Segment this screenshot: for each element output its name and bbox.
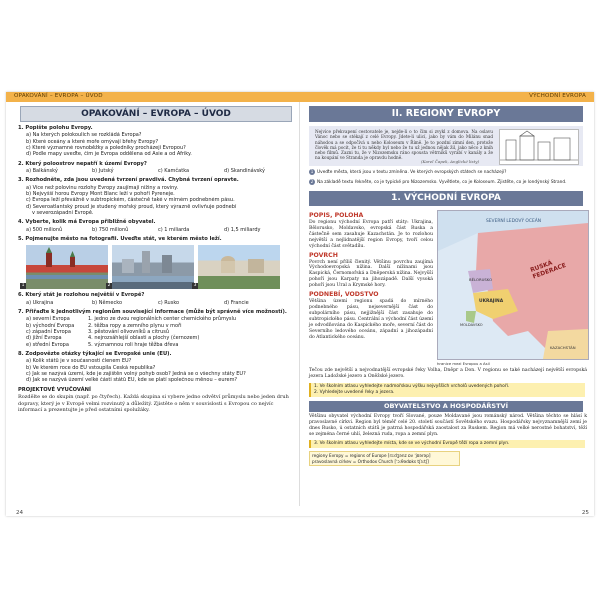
question-6: 6. Který stát je rozlohou největší v Evropě? (18, 292, 145, 299)
task-2 (309, 179, 587, 186)
project-text: Rozdělte se do skupin (např. po čtyřech). Každá skupina si vybere jedno odvětví průmyslu nebo jeden druh dopravy, který je v Evropě velmi rozvinutý a důležitý. Zjistěte o něm v souvislosti s Evropou co nejvíc informací a prezentujte je před ostatními spolužáky. (18, 394, 289, 414)
answer-8a: a) Kolik států je v současnosti členem EU? (26, 358, 132, 365)
answer-4b: b) 750 milionů (92, 226, 129, 233)
answer-1d: d) Podle mapy uveďte, čím je Evropa oddělena od Asie a od Afriky. (26, 151, 192, 158)
map-label-ocean: SEVERNÍ LEDOVÝ OCEÁN (486, 219, 542, 224)
answer-1a: a) Na kterých polokoulích se rozkládá Evropa? (26, 132, 142, 139)
answers-2 (26, 168, 298, 174)
answer-1c: c) Které významné rovnoběžky a poledníky procházejí Evropou? (26, 145, 186, 151)
para-povrch: Povrch není příliš členitý. Většinu povrchu zaujímá Východoevropská nížina. Další nížinami jsou Kaspická, Černomořská a Dněperská nížina. Nejvyšší pohoří jsou Karpaty na jihozápadě. Další vysoká pohoří jsou Ural a Krymské hory. (309, 259, 433, 289)
right-page (307, 106, 589, 516)
project-title: PROJEKTOVÉ VYUČOVÁNÍ (18, 387, 91, 394)
answer-4d: d) 1,5 miliardy (224, 226, 261, 233)
answers-4 (26, 227, 298, 233)
map-label-ukraine: UKRAJINA (479, 299, 504, 304)
map-label-belarus: BĚLORUSKO (469, 277, 493, 282)
header-left: OPAKOVÁNÍ – EVROPA – ÚVOD (14, 93, 103, 99)
answer-3a: a) Více než polovinu rozlohy Evropy zaujímají nížiny a roviny. (26, 184, 179, 191)
region-d: d) jižní Evropa (26, 335, 62, 342)
map-label-moldova: MOLDAVSKO (460, 323, 483, 327)
page-number-left: 24 (16, 510, 24, 516)
task-number-icon: 1 (310, 169, 314, 174)
map-column (437, 210, 587, 366)
photo-number: 1 (21, 283, 25, 289)
info-1: 1. jedno ze dvou regionálních center chemického průmyslu (88, 316, 237, 323)
heading-povrch: POVRCH (309, 251, 338, 259)
right-page-title: II. REGIONY EVROPY (309, 106, 583, 122)
task-box-1 (309, 383, 585, 397)
city-photos (21, 245, 298, 289)
question-7: 7. Přiřaďte k jednotlivým regionům související informace (může být správně více možností). (18, 309, 287, 315)
task-box-1-line-2: 2. Vyhledejte uvedené řeky a jezera. (314, 389, 395, 395)
answer-6d: d) Francie (224, 299, 249, 306)
sketch-illustration (499, 129, 579, 165)
para-popis: Do regionu východní Evropa patří státy: Ukrajina, Bělorusko, Moldavsko, evropská část Ruska a částečně sem zasahuje Kazachstán. Je to rozlohou největší a nejlidnatější region Evropy, tvoří celou východní část světadílu. (309, 220, 433, 249)
intro-text: Nejvíce překvapení cestovatele je, nejde-li o to čím si zvykl z domova. Na oslavu Vánoc nebo se stékají z celé Evropy. Jdete-li ulicí, jako by vám do Milánu snad náhodou a se odpočívá u nebo Koloseum v Římě. Je to pozdní zimní den, protože člověk má pocit, že ti tu někdy byl nebo že tu už jednou nějak žil, jako něco z knih nebo filmů. Zazni tu, že v Nizozemsku ráno spousta větrníků vyrábí v kanály a že na koupání ve Stranda je opravdu hodně. (315, 129, 493, 161)
map-label-kazakhstan: KAZACHSTÁN (550, 345, 576, 350)
answer-4a: a) 500 milionů (26, 226, 63, 233)
task-box-2: 3. Ve školním atlasu vyhledejte místa, kde se ve východní Evropě těží ropa a zemní plyn. (309, 440, 585, 448)
answer-6c: c) Rusko (158, 299, 180, 306)
content-columns (307, 210, 589, 366)
answer-8b: b) Ve kterém roce do EU vstoupila Česká republika? (26, 364, 156, 371)
city-photo-moscow (21, 245, 108, 289)
left-page-title: OPAKOVÁNÍ – EVROPA – ÚVOD (20, 106, 292, 122)
question-2: 2. Který poloostrov nepatří k území Evropy? (18, 160, 147, 167)
answer-2a: a) Balkánský (26, 168, 58, 174)
gutter (299, 102, 300, 506)
match-row (26, 342, 298, 348)
section-title: 1. VÝCHODNÍ EVROPA (309, 191, 583, 206)
info-3: 3. pěstování olivovníků a citrusů (88, 329, 170, 335)
answer-8d: d) Jak se nazývá území velké části států EU, kde se platí společnou měnou – eurem? (26, 377, 238, 384)
answer-4c: c) 1 miliarda (158, 226, 190, 233)
question-5: 5. Pojmenujte město na fotografii. Uveďte stát, ve kterém město leží. (18, 235, 222, 242)
region-e: e) střední Evropa (26, 341, 69, 348)
task-1 (309, 169, 587, 176)
para-rivers: Tečou zde největší a nejvodnatější evropské řeky Volha, Dněpr a Don. V regionu se také nacházejí největší evropská jezera Ladožské jezero a Oněžské jezero. (309, 368, 587, 379)
book-spread (6, 92, 594, 516)
answer-1b: b) Které oceány a které moře omývají břehy Evropy? (26, 138, 159, 145)
answer-3b: b) Nejvyšší horou Evropy Mont Blanc leží v pohoří Pyreneje. (26, 191, 175, 197)
info-5: 5. významnou roli hraje těžba dřeva (88, 341, 179, 348)
map-label-russia: RUSKÁ FEDERACE (529, 259, 568, 281)
photo-number: 3 (193, 283, 197, 289)
info-4: 4. nejrozsáhlejší oblasti a plochy (černozem) (88, 335, 200, 342)
answer-3d-cont: v severozápadní Evropě. (32, 209, 94, 216)
intro-source: (Karel Čapek, Anglické listy) (421, 159, 480, 164)
question-8: 8. Zodpovězte otázky týkající se Evropské unie (EU). (18, 350, 172, 357)
answers-6 (26, 300, 298, 306)
answer-8c: c) Jak se nazývá území, kde je zajištěn volný pohyb osob? Jedná se o všechny státy EU? (26, 370, 246, 377)
city-photo-3 (193, 245, 280, 289)
intro-box (309, 126, 583, 166)
left-page (16, 106, 298, 516)
map-legend: hranice mezi Evropou a Asií (437, 361, 490, 366)
answer-3c: c) Evropa leží převážně v subtropickém, částečně také v mírném podnebném pásu. (26, 197, 235, 204)
header-bar (6, 92, 594, 102)
region-b: b) východní Evropa (26, 322, 75, 329)
para-population: Většinu obyvatel východní Evropy tvoří Slované, pouze Moldavané jsou románský národ. Většina těchto se hlásí k pravoslavné církvi. Region byl téměř celé 20. století součástí Sovětského svazu. Hospodářsky nejvyznamnější zemí je dnes Rusko, ú ostatních států je patrná hospodářská zaostalost za Ruskem. Region má velké nerostné bohatství, těží se zejména černé uhlí, železná ruda, ropa a zemní plyn. (309, 413, 587, 437)
info-2: 2. těžba ropy a zemního plynu v moři (88, 322, 182, 329)
question-1: 1. Popište polohu Evropy. (18, 125, 93, 131)
answer-6b: b) Německo (92, 299, 123, 306)
east-europe-map (437, 210, 589, 360)
region-c: c) západní Evropa (26, 329, 71, 335)
task-1-text: Uveďte města, která jsou v textu zmíněna. Ve kterých evropských státech se nacházejí? (317, 170, 507, 175)
header-right: VÝCHODNÍ EVROPA (529, 93, 586, 99)
answer-2d: d) Skandinávský (224, 168, 265, 174)
answer-6a: a) Ukrajina (26, 299, 54, 306)
vocabulary-box: regiony Evropy = regions of Europe [rɪːdʒənz ɒv ˈjʊərəp] pravoslavná církev = Orthodox Church [ˈɔːθədɒks tʃɜːtʃ] (309, 451, 460, 466)
photo-number: 2 (107, 283, 111, 289)
city-photo-2 (107, 245, 194, 289)
region-a: a) severní Evropa (26, 316, 70, 323)
question-4: 4. Vyberte, kolik má Evropa přibližně obyvatel. (18, 219, 156, 226)
page-number-right: 25 (581, 510, 589, 516)
answer-2c: c) Kamčatka (158, 168, 190, 174)
task-box-1-line-1: 1. Ve školním atlasu vyhledejte nadmořskou výšku nejvyšších vrcholů uvedených pohoří. (314, 383, 510, 389)
question-3: 3. Rozhodněte, zda jsou uvedená tvrzení pravdivá. Chybná tvrzení opravte. (18, 177, 239, 184)
para-podnebi: Většina území regionu spadá do mírného podnebného pásu, nejsevernější část do subpolárního pásu, nejjižnější část zasahuje do subtropického pásu. Centrální a východní část území je odvodňována do Kaspického moře, severní část do Severního ledového oceánu, západní a jihozápadní do Atlantického oceánu. (309, 299, 433, 340)
heading-popis: POPIS, POLOHA (309, 212, 364, 219)
text-column (307, 210, 433, 366)
heading-podnebi: PODNEBÍ, VODSTVO (309, 291, 379, 299)
task-2-text: Na základě textu řekněte, co je typické pro Nizozemsko. Vyvětlete, co je Koloseum. Zjistěte, co je londýnský Strand. (317, 180, 567, 185)
answer-3d: d) Severoatlantský proud je studený mořský proud, který výrazně ovlivňuje podnebí (26, 203, 237, 210)
task-number-icon: 2 (310, 179, 314, 184)
subsection-title: OBYVATELSTVO A HOSPODÁŘSTVÍ (309, 401, 583, 412)
answer-2b: b) Jutský (92, 168, 114, 174)
